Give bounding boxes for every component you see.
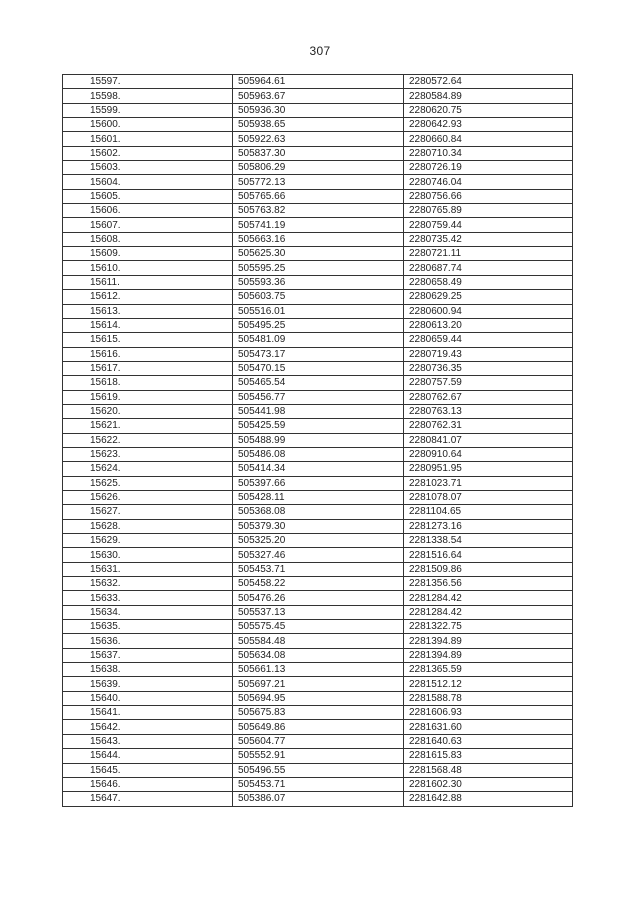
y-coordinate-cell: 2281516.64	[404, 548, 573, 562]
point-number-cell: 15647.	[63, 792, 233, 806]
y-coordinate-cell: 2281642.88	[404, 792, 573, 806]
table-row	[63, 247, 573, 261]
point-number-cell: 15637.	[63, 648, 233, 662]
point-number-cell: 15640.	[63, 691, 233, 705]
point-number-cell: 15609.	[63, 247, 233, 261]
x-coordinate-cell: 505456.77	[233, 390, 404, 404]
point-number-cell: 15632.	[63, 577, 233, 591]
x-coordinate-cell: 505741.19	[233, 218, 404, 232]
table-row	[63, 318, 573, 332]
page-number: 307	[309, 44, 331, 58]
y-coordinate-cell: 2281284.42	[404, 591, 573, 605]
x-coordinate-cell: 505453.71	[233, 562, 404, 576]
y-coordinate-cell: 2280600.94	[404, 304, 573, 318]
table-row	[63, 275, 573, 289]
x-coordinate-cell: 505595.25	[233, 261, 404, 275]
y-coordinate-cell: 2281588.78	[404, 691, 573, 705]
point-number-cell: 15602.	[63, 146, 233, 160]
point-number-cell: 15619.	[63, 390, 233, 404]
x-coordinate-cell: 505634.08	[233, 648, 404, 662]
y-coordinate-cell: 2280757.59	[404, 376, 573, 390]
x-coordinate-cell: 505481.09	[233, 333, 404, 347]
x-coordinate-cell: 505765.66	[233, 189, 404, 203]
point-number-cell: 15639.	[63, 677, 233, 691]
table-row	[63, 691, 573, 705]
x-coordinate-cell: 505837.30	[233, 146, 404, 160]
table-row	[63, 534, 573, 548]
point-number-cell: 15612.	[63, 290, 233, 304]
point-number-cell: 15615.	[63, 333, 233, 347]
point-number-cell: 15597.	[63, 75, 233, 89]
point-number-cell: 15634.	[63, 605, 233, 619]
table-row	[63, 218, 573, 232]
y-coordinate-cell: 2280765.89	[404, 204, 573, 218]
table-row	[63, 677, 573, 691]
y-coordinate-cell: 2281365.59	[404, 663, 573, 677]
y-coordinate-cell: 2280726.19	[404, 161, 573, 175]
point-number-cell: 15620.	[63, 404, 233, 418]
x-coordinate-cell: 505414.34	[233, 462, 404, 476]
y-coordinate-cell: 2281104.65	[404, 505, 573, 519]
table-row	[63, 562, 573, 576]
x-coordinate-cell: 505325.20	[233, 534, 404, 548]
table-row	[63, 663, 573, 677]
table-row	[63, 605, 573, 619]
x-coordinate-cell: 505488.99	[233, 433, 404, 447]
table-row	[63, 189, 573, 203]
coordinates-table	[62, 74, 573, 807]
y-coordinate-cell: 2281394.89	[404, 648, 573, 662]
x-coordinate-cell: 505763.82	[233, 204, 404, 218]
table-row	[63, 419, 573, 433]
table-row	[63, 118, 573, 132]
table-row	[63, 75, 573, 89]
coordinates-table-body	[63, 75, 573, 807]
table-row	[63, 347, 573, 361]
y-coordinate-cell: 2280642.93	[404, 118, 573, 132]
point-number-cell: 15598.	[63, 89, 233, 103]
table-row	[63, 447, 573, 461]
table-row	[63, 777, 573, 791]
table-row	[63, 361, 573, 375]
table-row	[63, 204, 573, 218]
point-number-cell: 15614.	[63, 318, 233, 332]
table-row	[63, 577, 573, 591]
x-coordinate-cell: 505964.61	[233, 75, 404, 89]
point-number-cell: 15641.	[63, 706, 233, 720]
x-coordinate-cell: 505625.30	[233, 247, 404, 261]
table-row	[63, 476, 573, 490]
table-row	[63, 175, 573, 189]
point-number-cell: 15617.	[63, 361, 233, 375]
table-row	[63, 792, 573, 806]
x-coordinate-cell: 505425.59	[233, 419, 404, 433]
table-row	[63, 505, 573, 519]
x-coordinate-cell: 505806.29	[233, 161, 404, 175]
table-row	[63, 519, 573, 533]
x-coordinate-cell: 505663.16	[233, 232, 404, 246]
table-row	[63, 404, 573, 418]
point-number-cell: 15608.	[63, 232, 233, 246]
point-number-cell: 15638.	[63, 663, 233, 677]
point-number-cell: 15611.	[63, 275, 233, 289]
x-coordinate-cell: 505603.75	[233, 290, 404, 304]
y-coordinate-cell: 2281284.42	[404, 605, 573, 619]
y-coordinate-cell: 2281615.83	[404, 749, 573, 763]
y-coordinate-cell: 2280735.42	[404, 232, 573, 246]
y-coordinate-cell: 2281322.75	[404, 620, 573, 634]
point-number-cell: 15603.	[63, 161, 233, 175]
y-coordinate-cell: 2280756.66	[404, 189, 573, 203]
point-number-cell: 15642.	[63, 720, 233, 734]
point-number-cell: 15616.	[63, 347, 233, 361]
x-coordinate-cell: 505441.98	[233, 404, 404, 418]
y-coordinate-cell: 2280584.89	[404, 89, 573, 103]
x-coordinate-cell: 505584.48	[233, 634, 404, 648]
table-row	[63, 376, 573, 390]
x-coordinate-cell: 505495.25	[233, 318, 404, 332]
table-row	[63, 720, 573, 734]
point-number-cell: 15601.	[63, 132, 233, 146]
x-coordinate-cell: 505379.30	[233, 519, 404, 533]
x-coordinate-cell: 505386.07	[233, 792, 404, 806]
x-coordinate-cell: 505486.08	[233, 447, 404, 461]
point-number-cell: 15605.	[63, 189, 233, 203]
y-coordinate-cell: 2280951.95	[404, 462, 573, 476]
table-row	[63, 433, 573, 447]
point-number-cell: 15622.	[63, 433, 233, 447]
point-number-cell: 15625.	[63, 476, 233, 490]
y-coordinate-cell: 2280572.64	[404, 75, 573, 89]
x-coordinate-cell: 505593.36	[233, 275, 404, 289]
y-coordinate-cell: 2280746.04	[404, 175, 573, 189]
table-row	[63, 390, 573, 404]
point-number-cell: 15646.	[63, 777, 233, 791]
point-number-cell: 15633.	[63, 591, 233, 605]
point-number-cell: 15623.	[63, 447, 233, 461]
y-coordinate-cell: 2281394.89	[404, 634, 573, 648]
x-coordinate-cell: 505963.67	[233, 89, 404, 103]
point-number-cell: 15599.	[63, 103, 233, 117]
x-coordinate-cell: 505496.55	[233, 763, 404, 777]
table-row	[63, 620, 573, 634]
table-row	[63, 103, 573, 117]
y-coordinate-cell: 2280763.13	[404, 404, 573, 418]
table-row	[63, 548, 573, 562]
x-coordinate-cell: 505661.13	[233, 663, 404, 677]
table-row	[63, 89, 573, 103]
x-coordinate-cell: 505470.15	[233, 361, 404, 375]
table-row	[63, 763, 573, 777]
x-coordinate-cell: 505465.54	[233, 376, 404, 390]
y-coordinate-cell: 2280660.84	[404, 132, 573, 146]
point-number-cell: 15604.	[63, 175, 233, 189]
y-coordinate-cell: 2280620.75	[404, 103, 573, 117]
x-coordinate-cell: 505936.30	[233, 103, 404, 117]
y-coordinate-cell: 2280710.34	[404, 146, 573, 160]
y-coordinate-cell: 2281273.16	[404, 519, 573, 533]
point-number-cell: 15636.	[63, 634, 233, 648]
x-coordinate-cell: 505922.63	[233, 132, 404, 146]
table-row	[63, 290, 573, 304]
x-coordinate-cell: 505575.45	[233, 620, 404, 634]
x-coordinate-cell: 505537.13	[233, 605, 404, 619]
x-coordinate-cell: 505552.91	[233, 749, 404, 763]
point-number-cell: 15630.	[63, 548, 233, 562]
y-coordinate-cell: 2280762.67	[404, 390, 573, 404]
point-number-cell: 15613.	[63, 304, 233, 318]
table-row	[63, 749, 573, 763]
table-row	[63, 333, 573, 347]
x-coordinate-cell: 505368.08	[233, 505, 404, 519]
y-coordinate-cell: 2280841.07	[404, 433, 573, 447]
y-coordinate-cell: 2281512.12	[404, 677, 573, 691]
table-row	[63, 462, 573, 476]
point-number-cell: 15627.	[63, 505, 233, 519]
x-coordinate-cell: 505675.83	[233, 706, 404, 720]
y-coordinate-cell: 2280762.31	[404, 419, 573, 433]
point-number-cell: 15635.	[63, 620, 233, 634]
point-number-cell: 15645.	[63, 763, 233, 777]
x-coordinate-cell: 505772.13	[233, 175, 404, 189]
point-number-cell: 15607.	[63, 218, 233, 232]
table-row	[63, 161, 573, 175]
y-coordinate-cell: 2280721.11	[404, 247, 573, 261]
y-coordinate-cell: 2280759.44	[404, 218, 573, 232]
table-row	[63, 304, 573, 318]
y-coordinate-cell: 2280719.43	[404, 347, 573, 361]
x-coordinate-cell: 505516.01	[233, 304, 404, 318]
point-number-cell: 15643.	[63, 734, 233, 748]
y-coordinate-cell: 2280736.35	[404, 361, 573, 375]
y-coordinate-cell: 2281509.86	[404, 562, 573, 576]
table-row	[63, 261, 573, 275]
x-coordinate-cell: 505453.71	[233, 777, 404, 791]
table-row	[63, 634, 573, 648]
point-number-cell: 15644.	[63, 749, 233, 763]
point-number-cell: 15618.	[63, 376, 233, 390]
y-coordinate-cell: 2281602.30	[404, 777, 573, 791]
x-coordinate-cell: 505938.65	[233, 118, 404, 132]
point-number-cell: 15606.	[63, 204, 233, 218]
point-number-cell: 15626.	[63, 490, 233, 504]
x-coordinate-cell: 505428.11	[233, 490, 404, 504]
table-row	[63, 132, 573, 146]
table-row	[63, 490, 573, 504]
table-row	[63, 734, 573, 748]
point-number-cell: 15600.	[63, 118, 233, 132]
table-row	[63, 648, 573, 662]
x-coordinate-cell: 505694.95	[233, 691, 404, 705]
x-coordinate-cell: 505397.66	[233, 476, 404, 490]
y-coordinate-cell: 2280659.44	[404, 333, 573, 347]
table-row	[63, 706, 573, 720]
table-row	[63, 591, 573, 605]
x-coordinate-cell: 505697.21	[233, 677, 404, 691]
point-number-cell: 15621.	[63, 419, 233, 433]
y-coordinate-cell: 2280629.25	[404, 290, 573, 304]
point-number-cell: 15610.	[63, 261, 233, 275]
point-number-cell: 15631.	[63, 562, 233, 576]
table-row	[63, 232, 573, 246]
y-coordinate-cell: 2281356.56	[404, 577, 573, 591]
y-coordinate-cell: 2280687.74	[404, 261, 573, 275]
x-coordinate-cell: 505327.46	[233, 548, 404, 562]
y-coordinate-cell: 2281606.93	[404, 706, 573, 720]
x-coordinate-cell: 505473.17	[233, 347, 404, 361]
y-coordinate-cell: 2281338.54	[404, 534, 573, 548]
point-number-cell: 15629.	[63, 534, 233, 548]
point-number-cell: 15628.	[63, 519, 233, 533]
point-number-cell: 15624.	[63, 462, 233, 476]
y-coordinate-cell: 2280613.20	[404, 318, 573, 332]
y-coordinate-cell: 2281631.60	[404, 720, 573, 734]
y-coordinate-cell: 2281078.07	[404, 490, 573, 504]
y-coordinate-cell: 2280658.49	[404, 275, 573, 289]
x-coordinate-cell: 505649.86	[233, 720, 404, 734]
y-coordinate-cell: 2281640.63	[404, 734, 573, 748]
x-coordinate-cell: 505458.22	[233, 577, 404, 591]
y-coordinate-cell: 2281023.71	[404, 476, 573, 490]
y-coordinate-cell: 2281568.48	[404, 763, 573, 777]
y-coordinate-cell: 2280910.64	[404, 447, 573, 461]
table-row	[63, 146, 573, 160]
x-coordinate-cell: 505476.26	[233, 591, 404, 605]
x-coordinate-cell: 505604.77	[233, 734, 404, 748]
